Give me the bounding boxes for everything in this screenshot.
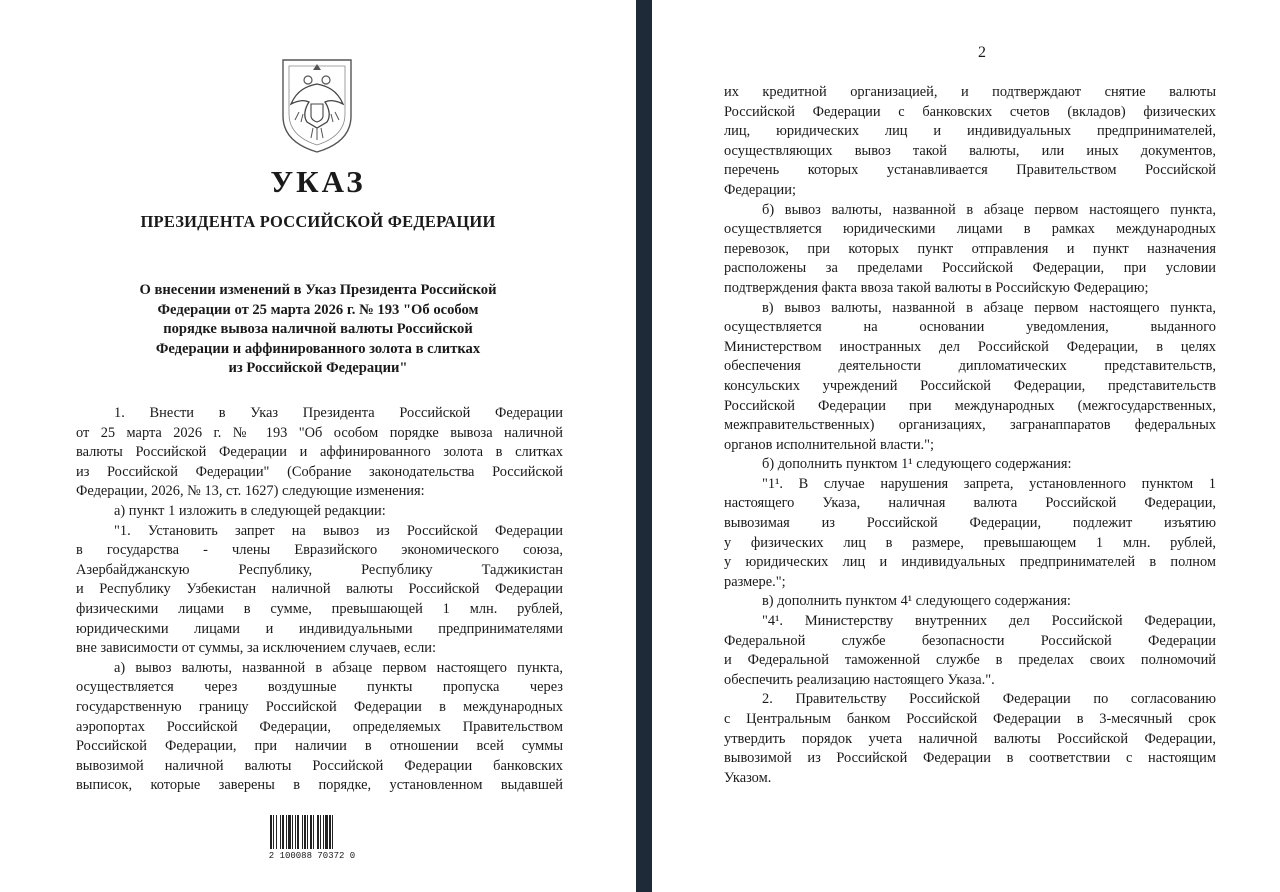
document-subtitle: ПРЕЗИДЕНТА РОССИЙСКОЙ ФЕДЕРАЦИИ — [140, 212, 496, 231]
text-line: и Республику Узбекистан наличной валюты Российской Федерации — [76, 581, 563, 598]
heading-line: Федерации и аффинированного золота в слитках — [155, 340, 481, 357]
heading-line: из Российской Федерации" — [228, 360, 408, 377]
text-line: вывозимой наличной валюты Российской Федерации банковских — [76, 757, 563, 774]
text-line: Российской Федерации, при наличии в отношении всей суммы — [76, 738, 563, 755]
text-line: осуществляется на основании уведомления, выданного — [724, 319, 1216, 336]
heading-line: О внесении изменений в Указ Президента Российской — [139, 282, 497, 298]
text-line: юридическими лицами и индивидуальными предпринимателями — [76, 620, 563, 637]
text-line: обеспечения деятельности дипломатических представительств, — [724, 358, 1216, 375]
heading-line: Федерации от 25 марта 2026 г. № 193 "Об особом — [157, 301, 479, 318]
text-line: в) вывоз валюты, названной в абзаце первом настоящего пункта, — [762, 299, 1216, 316]
text-line: а) вывоз валюты, названной в абзаце первом настоящего пункта, — [114, 659, 563, 676]
text-line: межправительственных) организациях, загранаппаратов федеральных — [724, 417, 1216, 434]
text-line: осуществляется юридическими лицами в рамках международных — [724, 221, 1216, 238]
text-line: консульских учреждений Российской Федерации, представительств — [724, 377, 1216, 394]
heading-line: порядке вывоза наличной валюты Российской — [163, 321, 473, 338]
text-line: перевозок, при которых пункт отправления и пункт назначения — [724, 240, 1216, 257]
text-line: в государства - члены Евразийского экономического союза, — [76, 542, 563, 559]
text-line: осуществляется через воздушные пункты пропуска через — [76, 679, 563, 696]
decree-heading — [116, 281, 520, 379]
text-line: Российской Федерации при международных (межгосударственных, — [724, 397, 1216, 414]
text-line: Азербайджанскую Республику, Республику Таджикистан — [76, 561, 563, 578]
text-line: органов исполнительной власти."; — [724, 436, 934, 453]
text-line: физическими лицами в сумме, превышающей 1 млн. рублей, — [76, 600, 563, 617]
text-line: у физических лиц в размере, превышающем 1 млн. рублей, — [724, 534, 1216, 551]
text-line: "1¹. В случае нарушения запрета, установленного пунктом 1 — [762, 475, 1216, 492]
text-line: лиц, юридических лиц и индивидуальных предпринимателей, — [724, 123, 1216, 140]
text-line: вывозимой из Российской Федерации в соответствии с настоящим — [724, 750, 1216, 767]
text-line: их кредитной организацией, и подтверждают снятие валюты — [724, 84, 1216, 100]
text-line: Российской Федерации с банковских счетов (вкладов) физических — [724, 103, 1216, 120]
text-line: Федерации; — [724, 181, 796, 198]
text-line: в) дополнить пунктом 4¹ следующего содержания: — [762, 593, 1071, 610]
text-line: вывозимая из Российской Федерации, подлежит изъятию — [724, 515, 1216, 532]
page-number: 2 — [978, 44, 986, 61]
text-line: 1. Внести в Указ Президента Российской Федерации — [114, 405, 563, 421]
text-line: и Федеральной таможенной службе в пределах своих полномочий — [724, 652, 1216, 669]
text-line: 2. Правительству Российской Федерации по согласованию — [762, 691, 1216, 708]
text-line: от 25 марта 2026 г. № 193 "Об особом порядке вывоза наличной — [76, 424, 563, 441]
text-line: Федеральной службе безопасности Российской Федерации — [724, 632, 1216, 649]
text-line: утвердить порядок учета наличной валюты Российской Федерации, — [724, 730, 1216, 747]
document-title: УКАЗ — [270, 164, 366, 199]
text-line: а) пункт 1 изложить в следующей редакции: — [114, 502, 386, 519]
text-line: обеспечить реализацию настоящего Указа.". — [724, 671, 995, 688]
page-1-body — [76, 404, 563, 796]
text-line: перечень которых устанавливается Правительством Российской — [724, 162, 1216, 179]
page-2-body — [724, 83, 1216, 788]
text-line: Министерством иностранных дел Российской Федерации, в целях — [724, 338, 1216, 355]
coat-of-arms-icon — [277, 56, 357, 154]
text-line: из Российской Федерации" (Собрание законодательства Российской — [76, 463, 563, 480]
text-line: государственную границу Российской Федерации в международных — [76, 698, 563, 715]
text-line: у юридических лиц и индивидуальных предпринимателей в полном — [724, 554, 1216, 571]
barcode-digits: 2 100088 70372 0 — [268, 851, 356, 861]
text-line: б) дополнить пунктом 1¹ следующего содержания: — [762, 456, 1072, 473]
text-line: "1. Установить запрет на вывоз из Российской Федерации — [114, 522, 563, 539]
barcode-icon — [268, 815, 356, 849]
text-line: расположены за пределами Российской Федерации, при условии — [724, 260, 1216, 277]
text-line: осуществляющих вывоз такой валюты, или иных документов, — [724, 142, 1216, 159]
text-line: выписок, которые заверены в порядке, установленном выдавшей — [76, 777, 563, 794]
text-line: "4¹. Министерству внутренних дел Российской Федерации, — [762, 613, 1216, 630]
text-line: валюты Российской Федерации и аффинированного золота в слитках — [76, 444, 563, 461]
text-line: аэропортах Российской Федерации, определяемых Правительством — [76, 718, 563, 735]
text-line: вне зависимости от суммы, за исключением случаев, если: — [76, 640, 436, 657]
text-line: б) вывоз валюты, названной в абзаце первом настоящего пункта, — [762, 201, 1216, 218]
text-line: размере."; — [724, 573, 786, 590]
text-line: с Центральным банком Российской Федерации в 3-месячный срок — [724, 711, 1216, 727]
text-line: подтверждения факта ввоза такой валюты в Российскую Федерацию; — [724, 279, 1149, 296]
page-divider — [636, 0, 652, 892]
text-line: настоящего Указа, наличная валюта Российской Федерации, — [724, 495, 1216, 512]
text-line: Указом. — [724, 769, 772, 786]
text-line: Федерации, 2026, № 13, ст. 1627) следующие изменения: — [76, 483, 425, 500]
